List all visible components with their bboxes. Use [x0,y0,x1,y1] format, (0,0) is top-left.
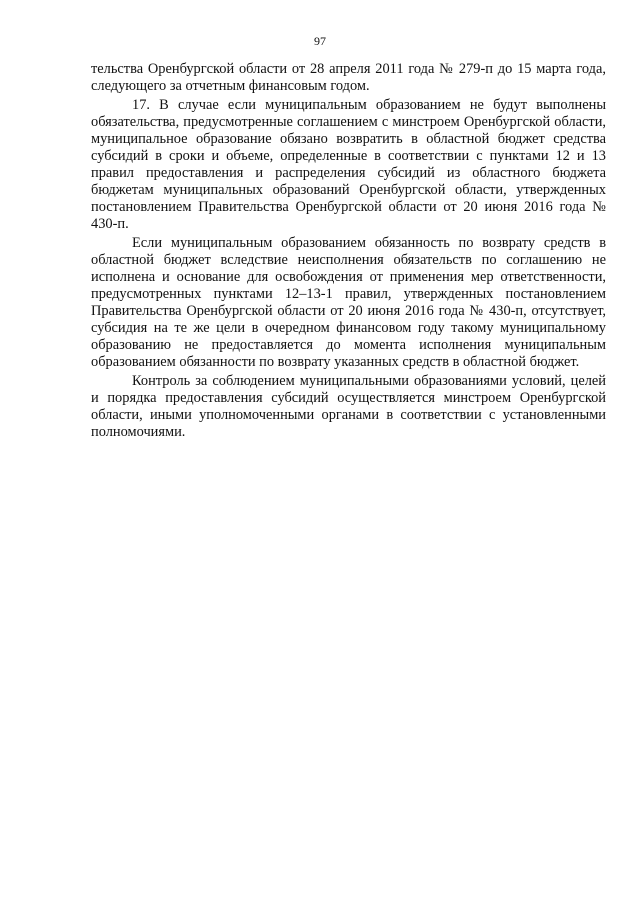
paragraph-continuation: тельства Оренбургской области от 28 апреля 2011 года № 279-п до 15 марта года, следующего за отчетным финансовым годом. [91,61,606,94]
page-number: 97 [314,34,326,48]
paragraph-control: Контроль за соблюдением муниципальными образованиями условий, целей и порядка предоставления субсидий осуществляется минстроем Оренбургской области, иными уполномоченными органами в соответствии с установленными полномочиями. [91,373,606,440]
paragraph-item-17: 17. В случае если муниципальным образованием не будут выполнены обязательства, предусмотренные соглашением с минстроем Оренбургской области, муниципальное образование обязано возвратить в областной бюджет средства субсидий в сроки и объеме, определенные в соответствии с пунктами 12 и 13 правил предоставления и распределения субсидий из областного бюджета бюджетам муниципальных образований Оренбургской области, утвержденных постановлением Правительства Оренбургской области от 20 июня 2016 года № 430-п. [91,97,606,232]
paragraph-refund-obligation: Если муниципальным образованием обязанность по возврату средств в областной бюджет вследствие неисполнения обязательств по соглашению не исполнена и основание для освобождения от применения мер ответственности, предусмотренных пунктами 12–13-1 правил, утвержденных постановлением Правительства Оренбургской области от 20 июня 2016 года № 430-п, отсутствует, субсидия на те же цели в очередном финансовом году такому муниципальному образованию не предоставляется до момента исполнения муниципальным образованием обязанности по возврату указанных средств в областной бюджет. [91,235,606,370]
document-body [91,61,606,443]
